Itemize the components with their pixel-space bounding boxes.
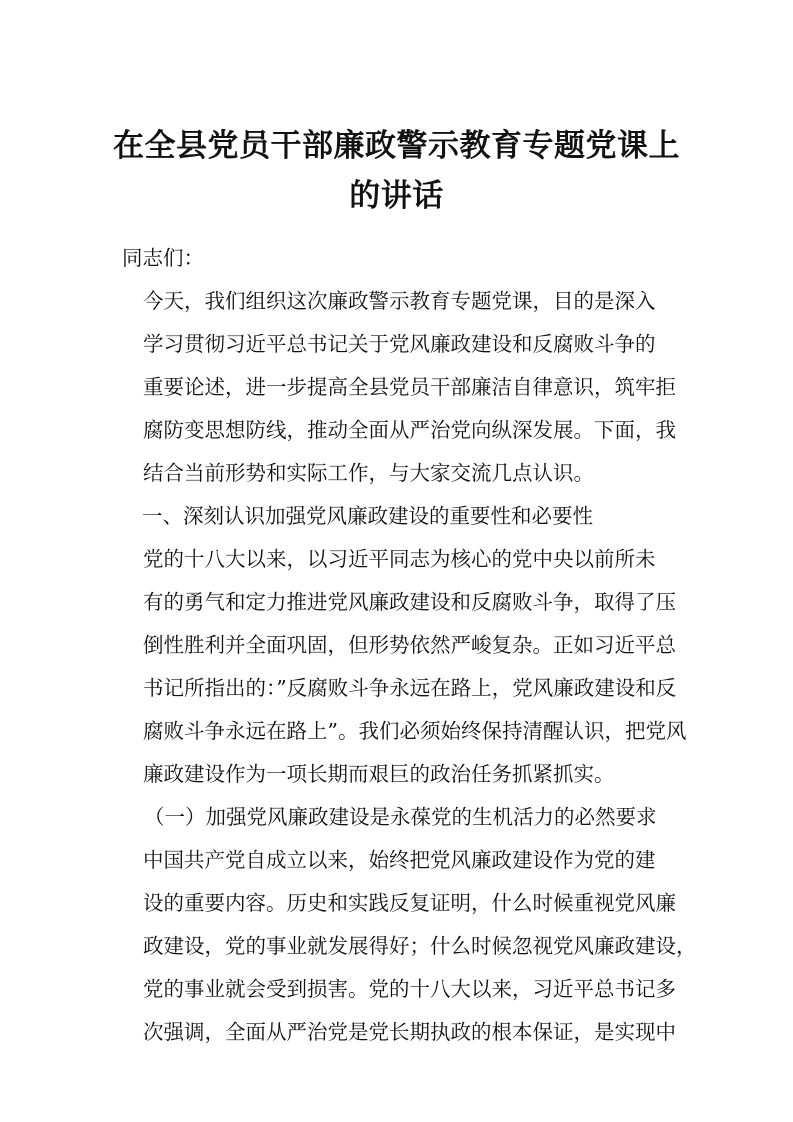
text-line: 腐败斗争永远在路上”。我们必须始终保持清醒认识，把党风: [143, 719, 687, 743]
heading-line: 一、深刻认识加强党风廉政建设的重要性和必要性: [142, 504, 593, 528]
heading-line: （一）加强党风廉政建设是永葆党的生机活力的必然要求: [144, 805, 657, 829]
document-body: [122, 237, 697, 1054]
text-line: 今天，我们组织这次廉政警示教育专题党课，目的是深入: [143, 289, 656, 313]
text-line: 次强调，全面从严治党是党长期执政的根本保证，是实现中: [143, 1020, 676, 1044]
text-line: 学习贯彻习近平总书记关于党风廉政建设和反腐败斗争的: [143, 332, 656, 356]
salutation: 同志们：: [122, 246, 204, 270]
text-line: 党的事业就会受到损害。党的十八大以来，习近平总书记多: [143, 977, 676, 1001]
section-heading-1: [122, 495, 675, 538]
subsection-heading-1: [122, 796, 675, 839]
text-line: 设的重要内容。历史和实践反复证明，什么时候重视党风廉: [143, 891, 676, 915]
text-line: 中国共产党自成立以来，始终把党风廉政建设作为党的建: [143, 848, 656, 872]
text-line: 党的十八大以来，以习近平同志为核心的党中央以前所未: [143, 547, 656, 571]
paragraph-intro: [122, 280, 675, 495]
text-line: 书记所指出的：”反腐败斗争永远在路上，党风廉政建设和反: [143, 676, 677, 700]
document-title: [0, 121, 793, 221]
title-line-1: 在全县党员干部廉政警示教育专题党课上: [113, 128, 680, 164]
text-line: 结合当前形势和实际工作，与大家交流几点认识。: [143, 461, 594, 485]
title-line-2: 的讲话: [349, 178, 444, 214]
paragraph-subsection-1: [122, 839, 697, 1054]
text-line: 有的勇气和定力推进党风廉政建设和反腐败斗争，取得了压: [143, 590, 676, 614]
text-line: 重要论述，进一步提高全县党员干部廉洁自律意识，筑牢拒: [143, 375, 676, 399]
text-line: 腐防变思想防线，推动全面从严治党向纵深发展。下面，我: [143, 418, 676, 442]
paragraph-section-1: [122, 538, 687, 796]
text-line: 廉政建设作为一项长期而艰巨的政治任务抓紧抓实。: [143, 762, 615, 786]
text-line: 倒性胜利并全面巩固，但形势依然严峻复杂。正如习近平总: [143, 633, 676, 657]
text-line: 政建设，党的事业就发展得好；什么时候忽视党风廉政建设，: [143, 934, 697, 958]
